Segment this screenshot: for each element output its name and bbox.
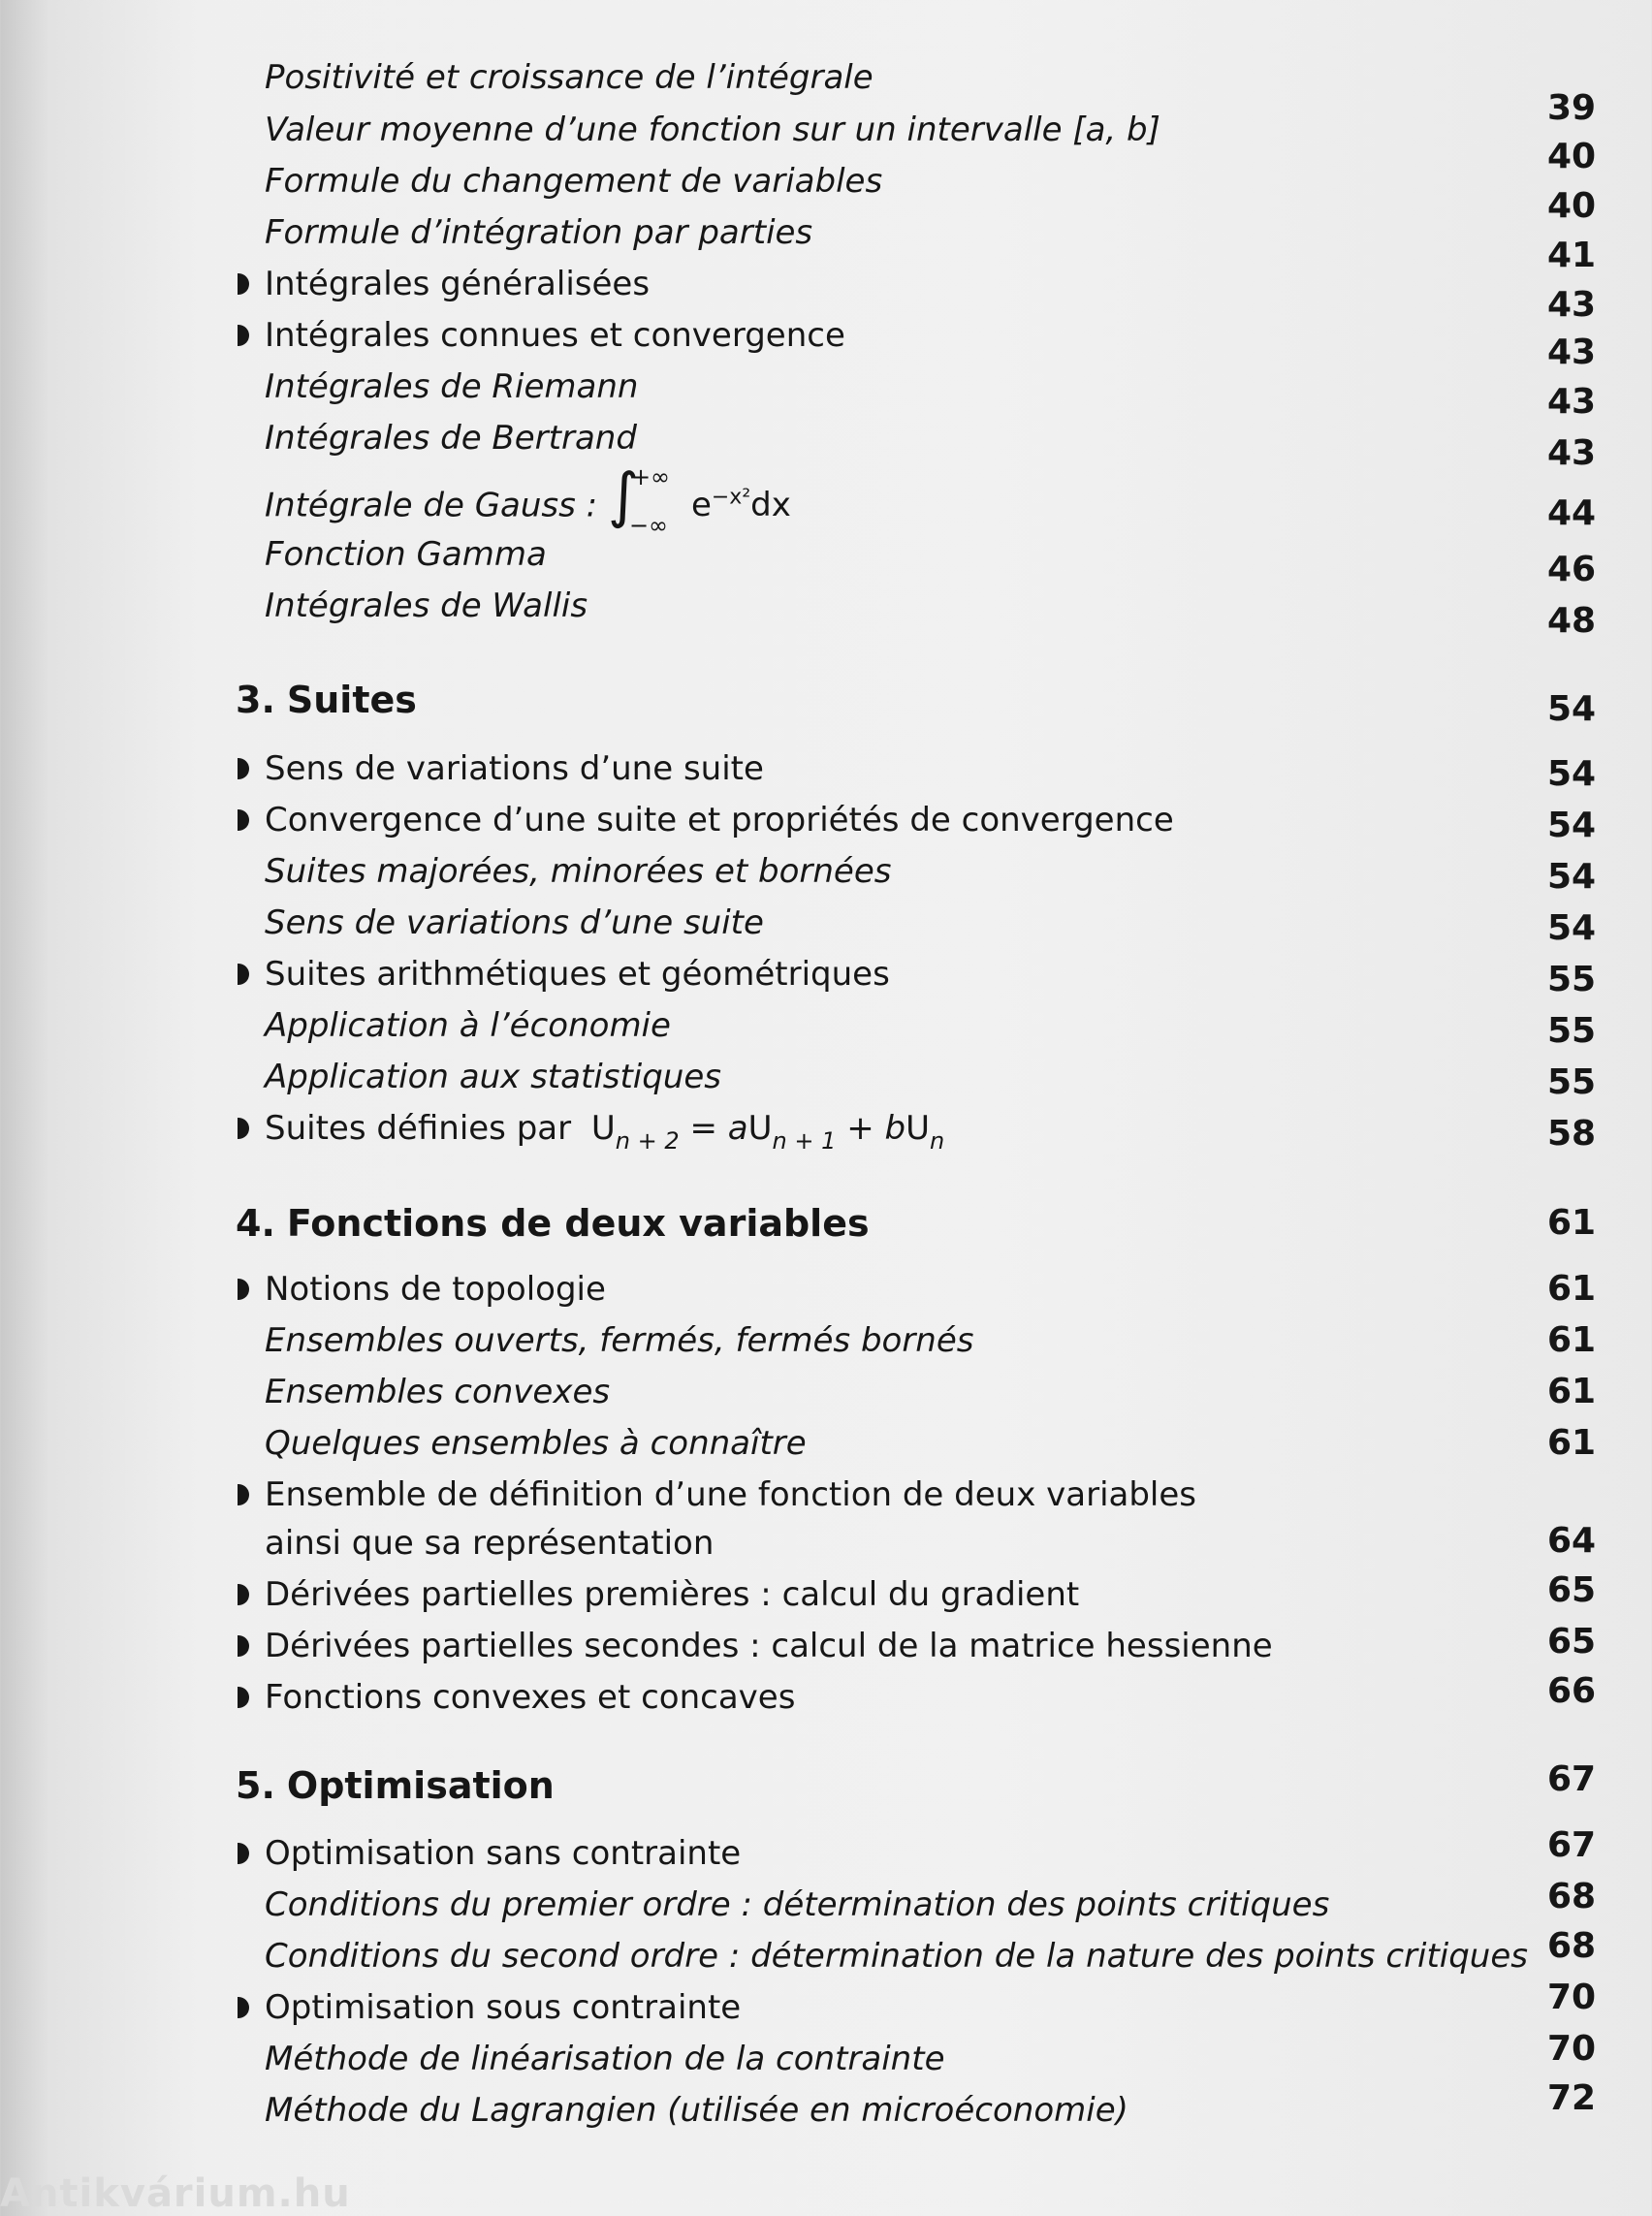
toc-page-number: 40: [1547, 137, 1597, 176]
section-title-text: Optimisation: [286, 1764, 555, 1807]
toc-entry-label: Optimisation sans contrainte: [265, 1834, 742, 1873]
toc-entry-label: Valeur moyenne d’une fonction sur un intervalle [a, b]: [265, 111, 1160, 149]
formula-subscript: n + 1: [772, 1127, 837, 1155]
formula-plus: +: [846, 1109, 874, 1148]
toc-page-number: 70: [1547, 1978, 1597, 2017]
toc-page-number: 66: [1547, 1671, 1597, 1711]
formula-b: b: [884, 1109, 906, 1148]
toc-page-number: 61: [1547, 1320, 1597, 1360]
toc-entry-label: Application à l’économie: [265, 1006, 671, 1045]
toc-entry-label: Sens de variations d’une suite: [265, 903, 764, 942]
toc-page-number: 61: [1547, 1423, 1597, 1463]
toc-entry-label: Application aux statistiques: [265, 1058, 722, 1096]
toc-entry-label: Sens de variations d’une suite: [265, 749, 764, 788]
bullet-icon: [238, 1584, 249, 1605]
toc-entry-label: Intégrales de Riemann: [265, 367, 639, 406]
toc-entry-label: Ensembles ouverts, fermés, fermés bornés: [265, 1321, 974, 1360]
bullet-icon: [238, 1997, 249, 2018]
bullet-icon: [238, 1484, 249, 1505]
toc-entry-label: [265, 1109, 944, 1160]
formula-subscript: n + 2: [615, 1127, 680, 1155]
integral-lower-bound: −∞: [628, 512, 669, 539]
bullet-icon: [238, 1279, 249, 1300]
toc-page-number: 54: [1547, 857, 1597, 897]
bullet-icon: [238, 964, 249, 985]
toc-page-number: 44: [1547, 493, 1597, 533]
toc-page-number: 43: [1547, 433, 1597, 473]
toc-entry-label: [265, 459, 791, 539]
toc-page-number: 65: [1547, 1622, 1597, 1662]
bullet-icon: [238, 325, 249, 346]
toc-entry-label: Conditions du second ordre : détermination de la nature des points critiques: [265, 1937, 1528, 1976]
gauss-dx: dx: [750, 486, 791, 525]
formula-u: U: [905, 1109, 930, 1148]
toc-entry-label: Intégrales généralisées: [265, 265, 651, 303]
toc-page-number: 48: [1547, 601, 1597, 641]
formula-equals: =: [689, 1109, 717, 1148]
bullet-icon: [238, 1118, 249, 1139]
toc-entry-label: Ensembles convexes: [265, 1373, 611, 1411]
formula-u: U: [747, 1109, 773, 1148]
toc-entry-label: Intégrales de Wallis: [265, 586, 588, 625]
formula-a: a: [727, 1109, 748, 1148]
toc-page-number: 55: [1547, 1062, 1597, 1102]
toc-page-number: 40: [1547, 186, 1597, 226]
toc-entry-label: Fonctions convexes et concaves: [265, 1678, 796, 1717]
toc-page-number: 64: [1547, 1521, 1597, 1561]
toc-entry-label: Dérivées partielles secondes : calcul de la matrice hessienne: [265, 1627, 1273, 1665]
toc-entry-label: Formule d’intégration par parties: [265, 213, 813, 252]
toc-page-number: 41: [1547, 236, 1597, 275]
section-number: 3.: [236, 679, 275, 721]
toc-page-number: 43: [1547, 332, 1597, 372]
bullet-icon: [238, 758, 249, 779]
toc-entry-label: Convergence d’une suite et propriétés de convergence: [265, 801, 1174, 839]
toc-page-number: 46: [1547, 550, 1597, 589]
toc-entry-label: Ensemble de définition d’une fonction de deux variables: [265, 1475, 1197, 1514]
toc-page-number: 58: [1547, 1114, 1597, 1154]
gauss-label: Intégrale de Gauss :: [265, 486, 598, 525]
toc-entry-label: Dérivées partielles premières : calcul du gradient: [265, 1575, 1080, 1614]
toc-page-number: 61: [1547, 1203, 1597, 1243]
toc-entry-label: Quelques ensembles à connaître: [265, 1424, 807, 1463]
toc-page-number: 43: [1547, 382, 1597, 422]
toc-page-number: 70: [1547, 2029, 1597, 2069]
section-title: [236, 1764, 555, 1807]
gauss-exponent: −x²: [711, 486, 751, 510]
toc-entry-label: Optimisation sous contrainte: [265, 1988, 742, 2027]
section-number: 4.: [236, 1202, 275, 1245]
toc-page-number: 68: [1547, 1926, 1597, 1966]
toc-entry-label: Méthode du Lagrangien (utilisée en microéconomie): [265, 2091, 1128, 2130]
toc-page-number: 61: [1547, 1372, 1597, 1411]
gauss-base: e: [690, 486, 712, 525]
toc-page-number: 67: [1547, 1825, 1597, 1865]
bullet-icon: [238, 809, 249, 831]
toc-page-number: 65: [1547, 1570, 1597, 1610]
toc-entry-label: Suites arithmétiques et géométriques: [265, 955, 890, 994]
bullet-icon: [238, 273, 249, 295]
toc-entry-label: Suites majorées, minorées et bornées: [265, 852, 892, 891]
toc-entry-label: Méthode de linéarisation de la contrainte: [265, 2040, 945, 2078]
gauss-formula: [607, 459, 791, 539]
toc-page-number: 68: [1547, 1877, 1597, 1916]
toc-page-number: 43: [1547, 285, 1597, 325]
bullet-icon: [238, 1635, 249, 1657]
toc-entry-label: Intégrales de Bertrand: [265, 419, 637, 458]
toc-page-number: 61: [1547, 1269, 1597, 1309]
toc-page-number: 72: [1547, 2078, 1597, 2118]
section-title: [236, 1202, 870, 1245]
bullet-icon: [238, 1687, 249, 1708]
toc-page-number: 55: [1547, 1011, 1597, 1051]
recurrence-label: Suites définies par: [265, 1109, 572, 1148]
toc-page-number: 54: [1547, 689, 1597, 729]
formula-subscript: n: [929, 1127, 945, 1155]
toc-entry-label: Positivité et croissance de l’intégrale: [265, 58, 874, 97]
integral-upper-bound: +∞: [630, 463, 671, 491]
toc-entry-label: Fonction Gamma: [265, 535, 547, 574]
toc-entry-label: ainsi que sa représentation: [265, 1524, 715, 1563]
section-title: [236, 679, 417, 721]
section-title-text: Suites: [286, 679, 417, 721]
toc-page-number: 54: [1547, 754, 1597, 794]
toc-page-number: 55: [1547, 960, 1597, 999]
toc-page-number: 67: [1547, 1759, 1597, 1799]
integral-symbol: ∫: [607, 459, 640, 530]
toc-entry-label: Notions de topologie: [265, 1270, 606, 1309]
section-title-text: Fonctions de deux variables: [286, 1202, 870, 1245]
toc-entry-label: Intégrales connues et convergence: [265, 316, 845, 355]
formula-u: U: [590, 1109, 616, 1148]
toc-entry-label: Conditions du premier ordre : détermination des points critiques: [265, 1885, 1330, 1924]
recurrence-formula: [590, 1109, 945, 1155]
watermark: Antikvárium.hu: [0, 2171, 351, 2216]
toc-entry-label: Formule du changement de variables: [265, 162, 883, 201]
integral-sign: [607, 459, 691, 539]
toc-page-number: 54: [1547, 806, 1597, 845]
section-number: 5.: [236, 1764, 275, 1807]
bullet-icon: [238, 1843, 249, 1864]
toc-page-number: 39: [1547, 88, 1597, 128]
toc-page-number: 54: [1547, 908, 1597, 948]
